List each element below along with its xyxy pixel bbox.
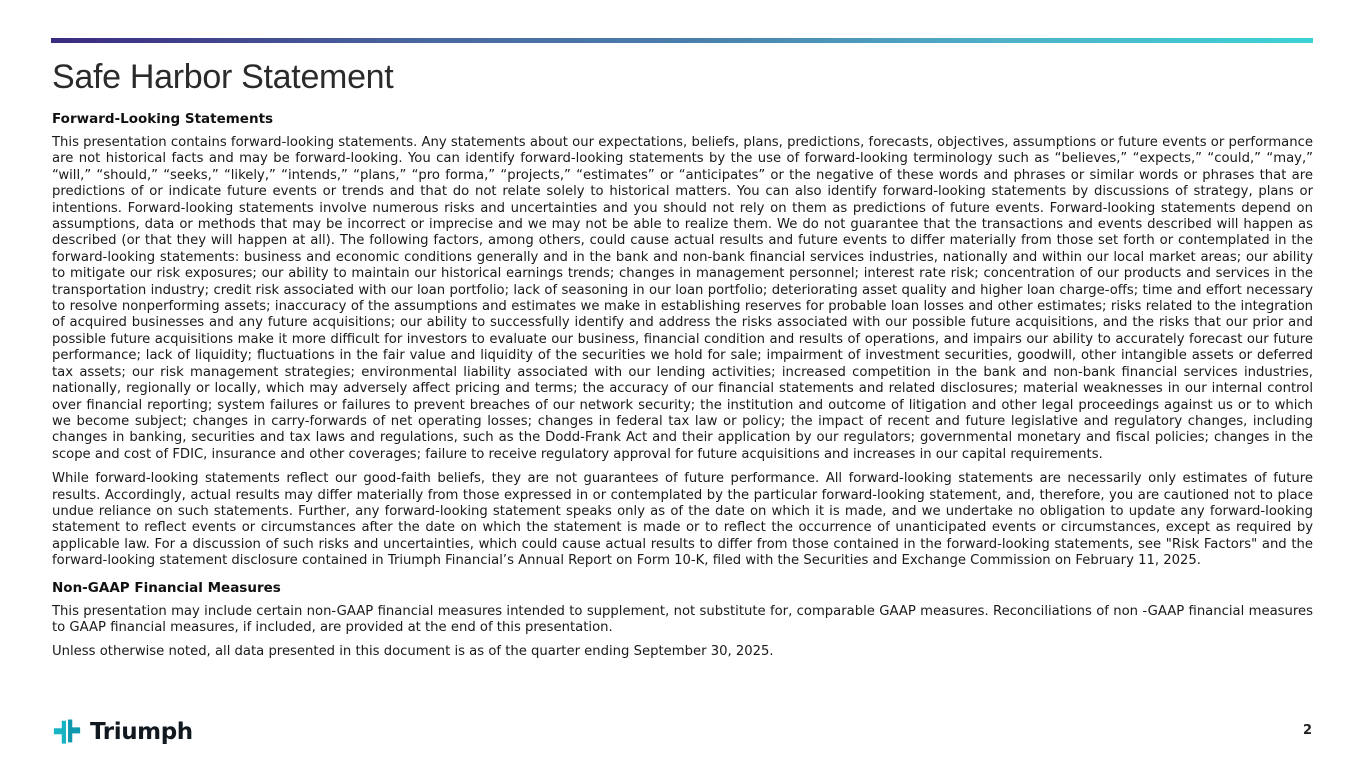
triumph-wordmark: Triumph: [90, 719, 193, 745]
forward-looking-paragraph-2: While forward-looking statements reflect our good-faith beliefs, they are not guarantees of future performance. All forward-looking statements are necessarily only estimates of future results. Accordingly, actual results may differ materially from those expressed in or contemplated by the particular forward-looking statement, and, therefore, you are cautioned not to place undue reliance on such statements. Further, any forward-looking statement speaks only as of the date on which it is made, and we undertake no obligation to update any forward-looking statement to reflect events or circumstances after the date on which the statement is made or to reflect the occurrence of unanticipated events or circumstances, except as required by applicable law. For a discussion of such risks and uncertainties, which could cause actual results to differ from those contained in the forward-looking statements, see "Risk Factors" and the forward-looking statement disclosure contained in Triumph Financial’s Annual Report on Form 10-K, filed with the Securities and Exchange Commission on February 11, 2025.: [52, 471, 1313, 569]
page-title: Safe Harbor Statement: [52, 58, 394, 96]
accent-gradient-bar: [51, 38, 1313, 43]
triumph-logo: [52, 717, 193, 747]
page-number: 2: [1302, 723, 1312, 738]
triumph-plus-icon: [52, 717, 82, 747]
section-heading-forward-looking-statements: Forward-Looking Statements: [52, 111, 274, 127]
forward-looking-paragraph-1: This presentation contains forward-looking statements. Any statements about our expectations, beliefs, plans, predictions, forecasts, objectives, assumptions or future events or performance are not historical facts and may be forward-looking. You can identify forward-looking statements by the use of forward-looking terminology such as “believes,” “expects,” “could,” “may,” “will,” “should,” “seeks,” “likely,” “intends,” “plans,” “pro forma,” “projects,” “estimates” or “anticipates” or the negative of these words and phrases or similar words or phrases that are predictions of or indicate future events or trends and that do not relate solely to historical matters. You can also identify forward-looking statements by discussions of strategy, plans or intentions. Forward-looking statements involve numerous risks and uncertainties and you should not rely on them as predictions of future events. Forward-looking statements depend on assumptions, data or methods that may be incorrect or imprecise and we may not be able to realize them. We do not guarantee that the transactions and events described will happen as described (or that they will happen at all). The following factors, among others, could cause actual results and future events to differ materially from those set forth or contemplated in the forward-looking statements: business and economic conditions generally and in the bank and non-bank financial services industries, nationally and within our local market areas; our ability to mitigate our risk exposures; our ability to maintain our historical earnings trends; changes in management personnel; interest rate risk; concentration of our products and services in the transportation industry; credit risk associated with our loan portfolio; lack of seasoning in our loan portfolio; deteriorating asset quality and higher loan charge-offs; time and effort necessary to resolve nonperforming assets; inaccuracy of the assumptions and estimates we make in establishing reserves for probable loan losses and other estimates; risks related to the integration of acquired businesses and any future acquisitions; our ability to successfully identify and address the risks associated with our possible future acquisitions, and the risks that our prior and possible future acquisitions make it more difficult for investors to evaluate our business, financial condition and results of operations, and impairs our ability to accurately forecast our future performance; lack of liquidity; fluctuations in the fair value and liquidity of the securities we hold for sale; impairment of investment securities, goodwill, other intangible assets or deferred tax assets; our risk management strategies; environmental liability associated with our lending activities; increased competition in the bank and non-bank financial services industries, nationally, regionally or locally, which may adversely affect pricing and terms; the accuracy of our financial statements and related disclosures; material weaknesses in our internal control over financial reporting; system failures or failures to prevent breaches of our network security; the institution and outcome of litigation and other legal proceedings against us or to which we become subject; changes in carry-forwards of net operating losses; changes in federal tax law or policy; the impact of recent and future legislative and regulatory changes, including changes in banking, securities and tax laws and regulations, such as the Dodd-Frank Act and their application by our regulators; governmental monetary and fiscal policies; changes in the scope and cost of FDIC, insurance and other coverages; failure to receive regulatory approval for future acquisitions and increases in our capital requirements.: [52, 135, 1313, 462]
slide-content: [52, 58, 1313, 669]
non-gaap-paragraph: This presentation may include certain non-GAAP financial measures intended to supplement, not substitute for, comparable GAAP measures. Reconciliations of non -GAAP financial measures to GAAP financial measures, if included, are provided at the end of this presentation.: [52, 603, 1313, 635]
section-heading-non-gaap-measures: Non-GAAP Financial Measures: [52, 579, 281, 596]
as-of-date-note: Unless otherwise noted, all data presented in this document is as of the quarter ending September 30, 2025.: [52, 644, 774, 660]
